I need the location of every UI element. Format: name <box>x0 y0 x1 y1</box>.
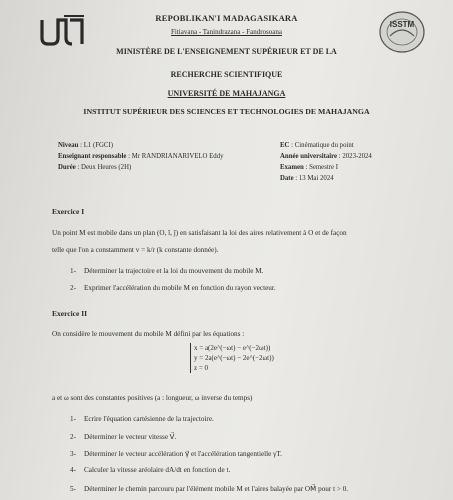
exercise-2-question-3: 3- Déterminer le vecteur accélération γ⃗ et l'accélération tangentielle γT. <box>70 450 282 458</box>
ministry-line-2: RECHERCHE SCIENTIFIQUE <box>170 70 283 79</box>
exercise-2-question-1: 1- Ecrire l'équation cartésienne de la trajectoire. <box>70 415 214 423</box>
exam-meta-right: EC : Cinématique du point Année universitaire : 2023-2024 Examen : Semestre I Date : 13 Mai 2024 <box>280 142 372 182</box>
svg-text:ISSTM: ISSTM <box>389 20 415 29</box>
exercise-2-question-4: 4- Calculer la vitesse aréolaire dA/dt en fonction de t. <box>70 466 231 474</box>
national-motto: Fitiavana - Tanindrazana - Fandrosoana <box>171 28 282 36</box>
exercise-1-question-1: 1- Déterminer la trajectoire et la loi du mouvement du mobile M. <box>70 267 264 275</box>
motion-equations: x = a(2e^(−ωt) − e^(−2ωt)) y = 2a(e^(−ωt) − 2e^(−2ωt)) z = 0 <box>190 343 274 373</box>
exercise-2-constants: a et ω sont des constantes positives (a : longueur, ω inverse du temps) <box>52 394 253 402</box>
university-name: UNIVERSITÉ DE MAHAJANGA <box>167 89 286 98</box>
exercise-2-title: Exercice II <box>52 309 88 318</box>
exercise-2-statement: On considère le mouvement du mobile M défini par les équations : <box>52 330 245 338</box>
republic-name: REPOBLIKAN'I MADAGASIKARA <box>155 13 298 23</box>
institute-name: INSTITUT SUPÉRIEUR DES SCIENCES ET TECHNOLOGIES DE MAHAJANGA <box>83 107 370 116</box>
exercise-1-statement: Un point M est mobile dans un plan (O, î, ĵ) en satisfaisant la loi des aires relativement à O et de façon telle que l'on a constamment v = k/r (k constante donnée). <box>52 229 347 254</box>
exercise-1-question-2: 2- Exprimer l'accélération du mobile M en fonction du rayon vecteur. <box>70 284 276 292</box>
exercise-2-question-2: 2- Déterminer le vecteur vitesse V⃗. <box>70 433 177 441</box>
ministry-line-1: MINISTÈRE DE L'ENSEIGNEMENT SUPÉRIEUR ET DE LA <box>116 47 337 56</box>
exercise-2-question-5: 5- Déterminer le chemin parcouru par l'élément mobile M et l'aires balayée par OM⃗ pour t > 0. <box>70 485 349 493</box>
exam-meta-left: Niveau : L1 (FGCI) Enseignant responsable : Mr RANDRIANARIVELO Eddy Durée : Deux Heures (2H) <box>58 142 224 171</box>
exercise-1-title: Exercice I <box>52 207 85 216</box>
